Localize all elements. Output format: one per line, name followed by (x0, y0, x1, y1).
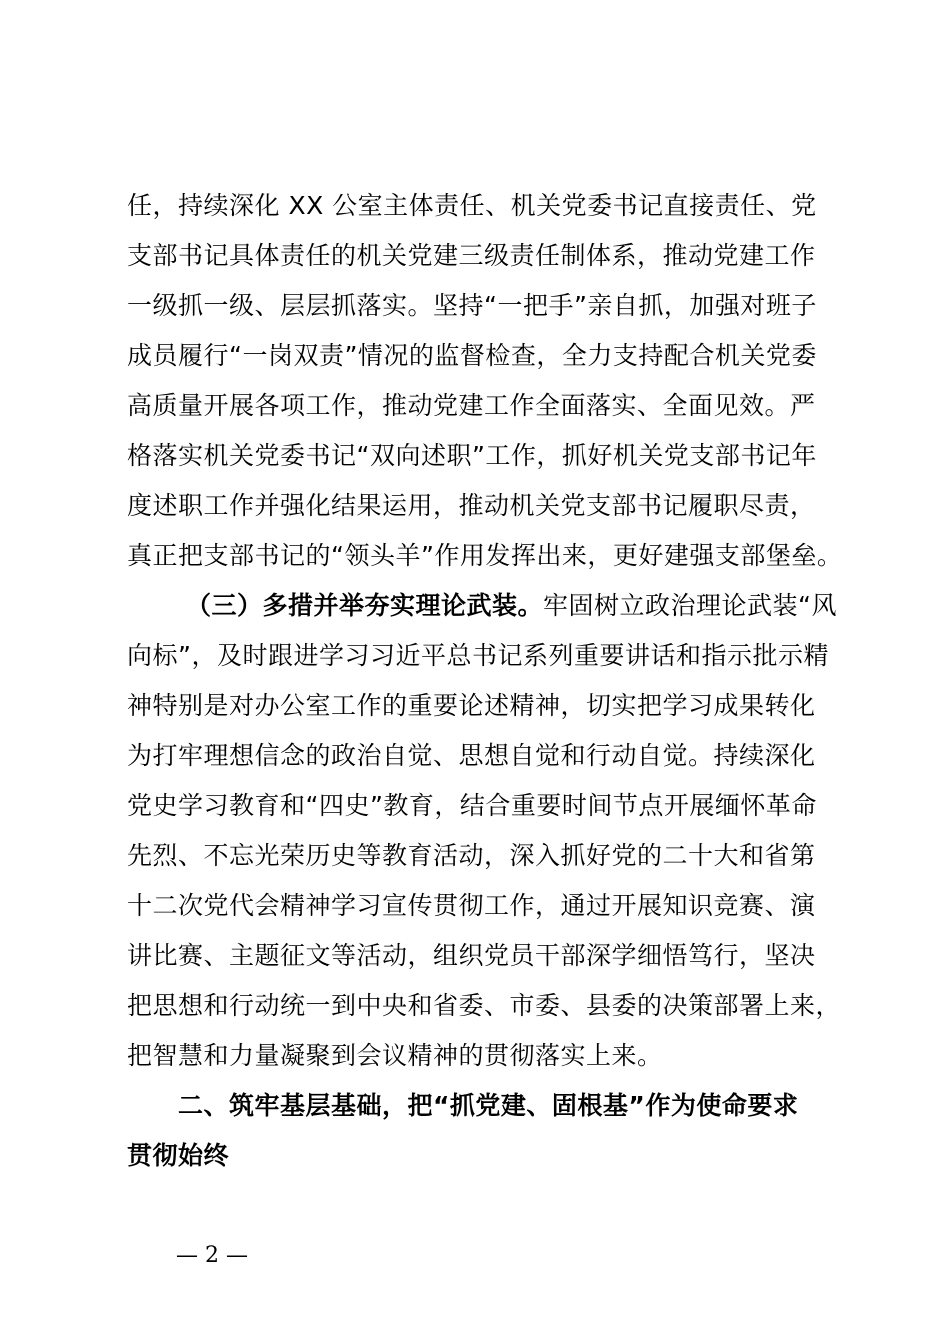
section-3-line: 党史学习教育和“四史”教育，结合重要时间节点开展缅怀革命 (127, 791, 817, 820)
section-3-first-line (186, 581, 837, 631)
body-line-3: 一级抓一级、层层抓落实。坚持“一把手”亲自抓，加强对班子 (127, 291, 817, 320)
section-3-line: 把思想和行动统一到中央和省委、市委、县委的决策部署上来， (127, 991, 842, 1020)
body-line-4: 成员履行“一岗双责”情况的监督检查，全力支持配合机关党委 (127, 341, 817, 370)
section-3-line: 向标”，及时跟进学习习近平总书记系列重要讲话和指示批示精 (127, 641, 829, 670)
section-3-first-line-text: 牢固树立政治理论武装“风 (543, 591, 837, 620)
body-line-1: 任，持续深化 XX 公室主体责任、机关党委书记直接责任、党 (127, 191, 817, 220)
section-3-line: 先烈、不忘光荣历史等教育活动，深入抓好党的二十大和省第 (127, 841, 816, 870)
body-line-2: 支部书记具体责任的机关党建三级责任制体系，推动党建工作 (127, 241, 816, 270)
body-line-7: 度述职工作并强化结果运用，推动机关党支部书记履职尽责， (127, 491, 816, 520)
section-3-line: 把智慧和力量凝聚到会议精神的贯彻落实上来。 (127, 1041, 663, 1070)
section-3-line: 神特别是对办公室工作的重要论述精神，切实把学习成果转化 (127, 691, 816, 720)
section-3-line: 为打牢理想信念的政治自觉、思想自觉和行动自觉。持续深化 (127, 741, 816, 770)
page-number: — 2 — (176, 1243, 248, 1268)
body-line-8: 真正把支部书记的“领头羊”作用发挥出来，更好建强支部堡垒。 (127, 541, 843, 570)
section-3-line: 十二次党代会精神学习宣传贯彻工作，通过开展知识竞赛、演 (127, 891, 816, 920)
body-line-6: 格落实机关党委书记“双向述职”工作，抓好机关党支部书记年 (127, 441, 817, 470)
part-2-heading-line-2: 贯彻始终 (127, 1141, 230, 1170)
section-3-heading: （三）多措并举夯实理论武装。 (186, 591, 544, 620)
section-3-line: 讲比赛、主题征文等活动，组织党员干部深学细悟笃行，坚决 (127, 941, 816, 970)
body-line-5: 高质量开展各项工作，推动党建工作全面落实、全面见效。严 (127, 391, 816, 420)
part-2-heading-line-1: 二、筑牢基层基础，把“抓党建、固根基”作为使命要求 (178, 1091, 799, 1120)
